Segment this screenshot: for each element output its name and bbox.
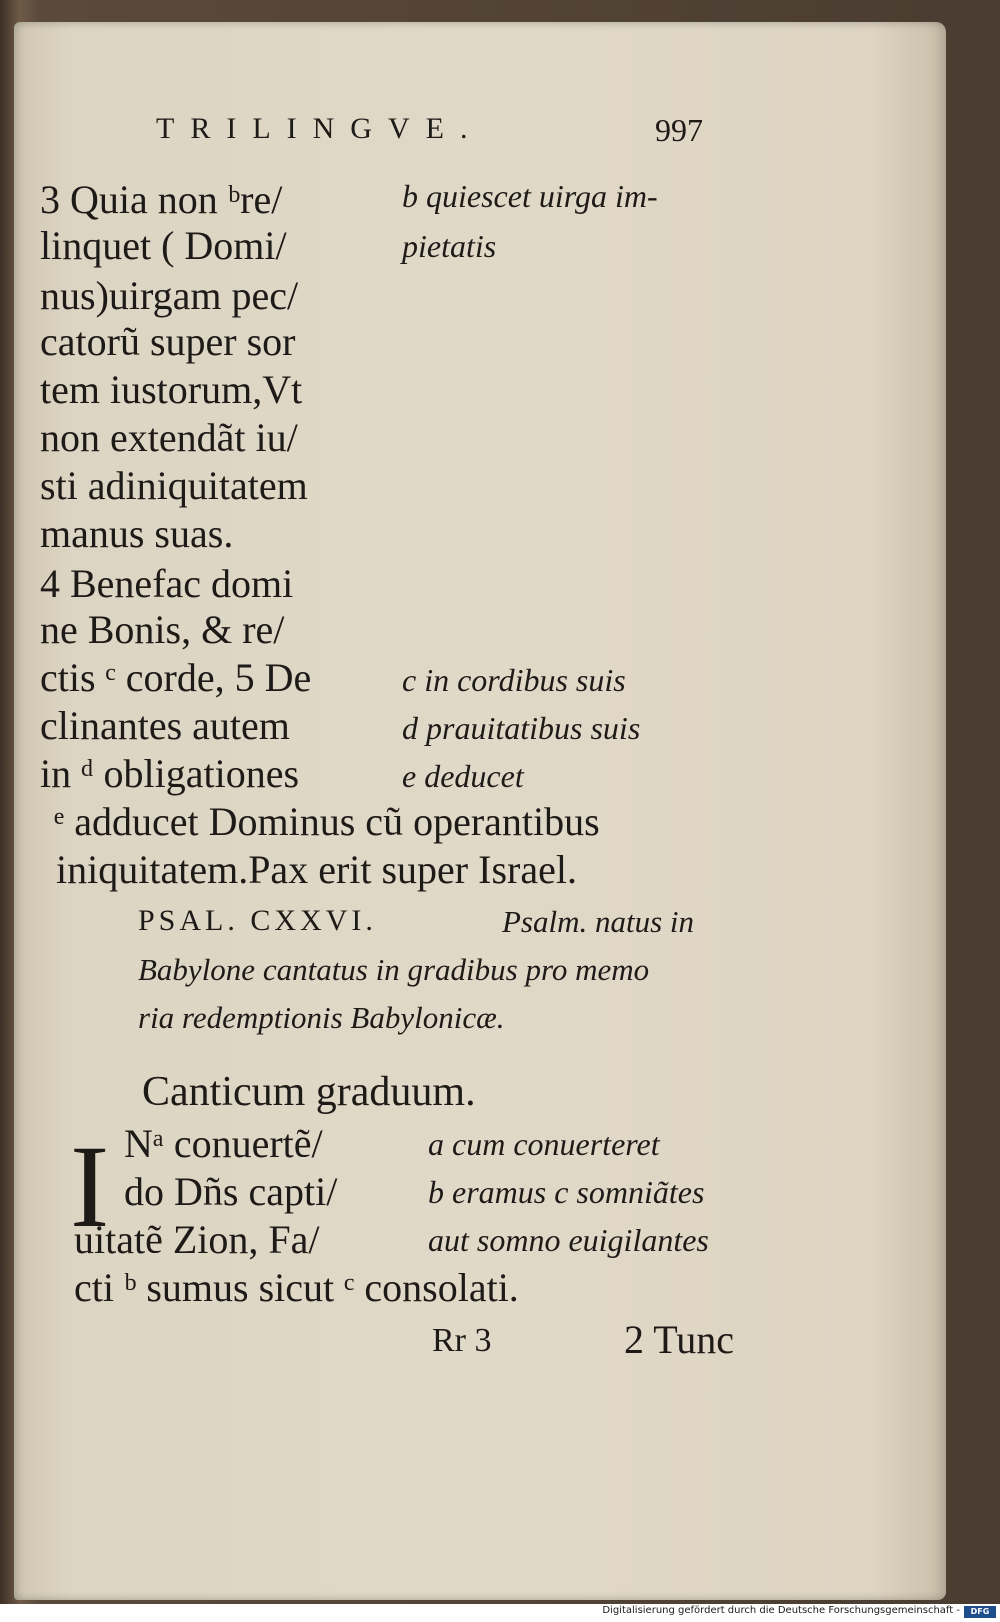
text-line: 4 Benefac domi	[40, 561, 294, 606]
text-line: nus)uirgam pec/	[40, 273, 299, 318]
psalm-heading: PSAL. CXXVI.	[138, 904, 377, 937]
text-line: ᵉ adducet Dominus cũ operantibus	[54, 799, 600, 844]
catchword: 2 Tunc	[624, 1317, 735, 1362]
text-line: cti ᵇ sumus sicut ᶜ consolati.	[74, 1265, 519, 1310]
gloss-line: pietatis	[402, 228, 497, 264]
footer-credit: Digitalisierung gefördert durch die Deutsche Forschungsgemeinschaft -	[602, 1605, 960, 1616]
text-line: linquet ( Domi/	[40, 223, 287, 268]
text-line: in ᵈ obligationes	[40, 751, 300, 796]
text-line: catorũ super sor	[40, 319, 296, 364]
text-line: do Dñs capti/	[124, 1169, 338, 1214]
drop-capital: I	[70, 1121, 110, 1252]
running-title: TRILINGVE.	[156, 112, 484, 145]
text-line: clinantes autem	[40, 703, 290, 748]
gloss-line: b eramus c somniãtes	[428, 1174, 705, 1210]
gloss-line: c in cordibus suis	[402, 662, 626, 698]
gloss-line: a cum conuerteret	[428, 1126, 660, 1162]
gloss-line: aut somno euigilantes	[428, 1222, 709, 1258]
gloss-line: d prauitatibus suis	[402, 710, 641, 746]
psalm-note-line: Babylone cantatus in gradibus pro memo	[138, 952, 650, 987]
psalm-note-line: ria redemptionis Babylonicæ.	[138, 1000, 505, 1035]
text-line: sti adiniquitatem	[40, 463, 308, 508]
text-line: iniquitatem.Pax erit super Israel.	[56, 847, 577, 892]
gloss-line: e deducet	[402, 758, 524, 794]
text-line: Nᵃ conuertẽ/	[124, 1121, 323, 1166]
psalm-note-line: Psalm. natus in	[502, 904, 695, 939]
text-line: tem iustorum,Vt	[40, 367, 303, 412]
dfg-logo: DFG	[964, 1606, 996, 1618]
gloss-line: b quiescet uirga im-	[402, 178, 658, 214]
text-line: 3 Quia non ᵇre/	[40, 177, 283, 222]
signature-mark: Rr 3	[432, 1322, 492, 1359]
text-line: ctis ᶜ corde, 5 De	[40, 655, 312, 700]
text-line: manus suas.	[40, 511, 234, 556]
canticum-title: Canticum graduum.	[142, 1069, 476, 1115]
text-line: non extendãt iu/	[40, 415, 298, 460]
page-number: 997	[655, 112, 703, 148]
text-line: uitatẽ Zion, Fa/	[74, 1217, 320, 1262]
text-line: ne Bonis, & re/	[40, 607, 285, 652]
